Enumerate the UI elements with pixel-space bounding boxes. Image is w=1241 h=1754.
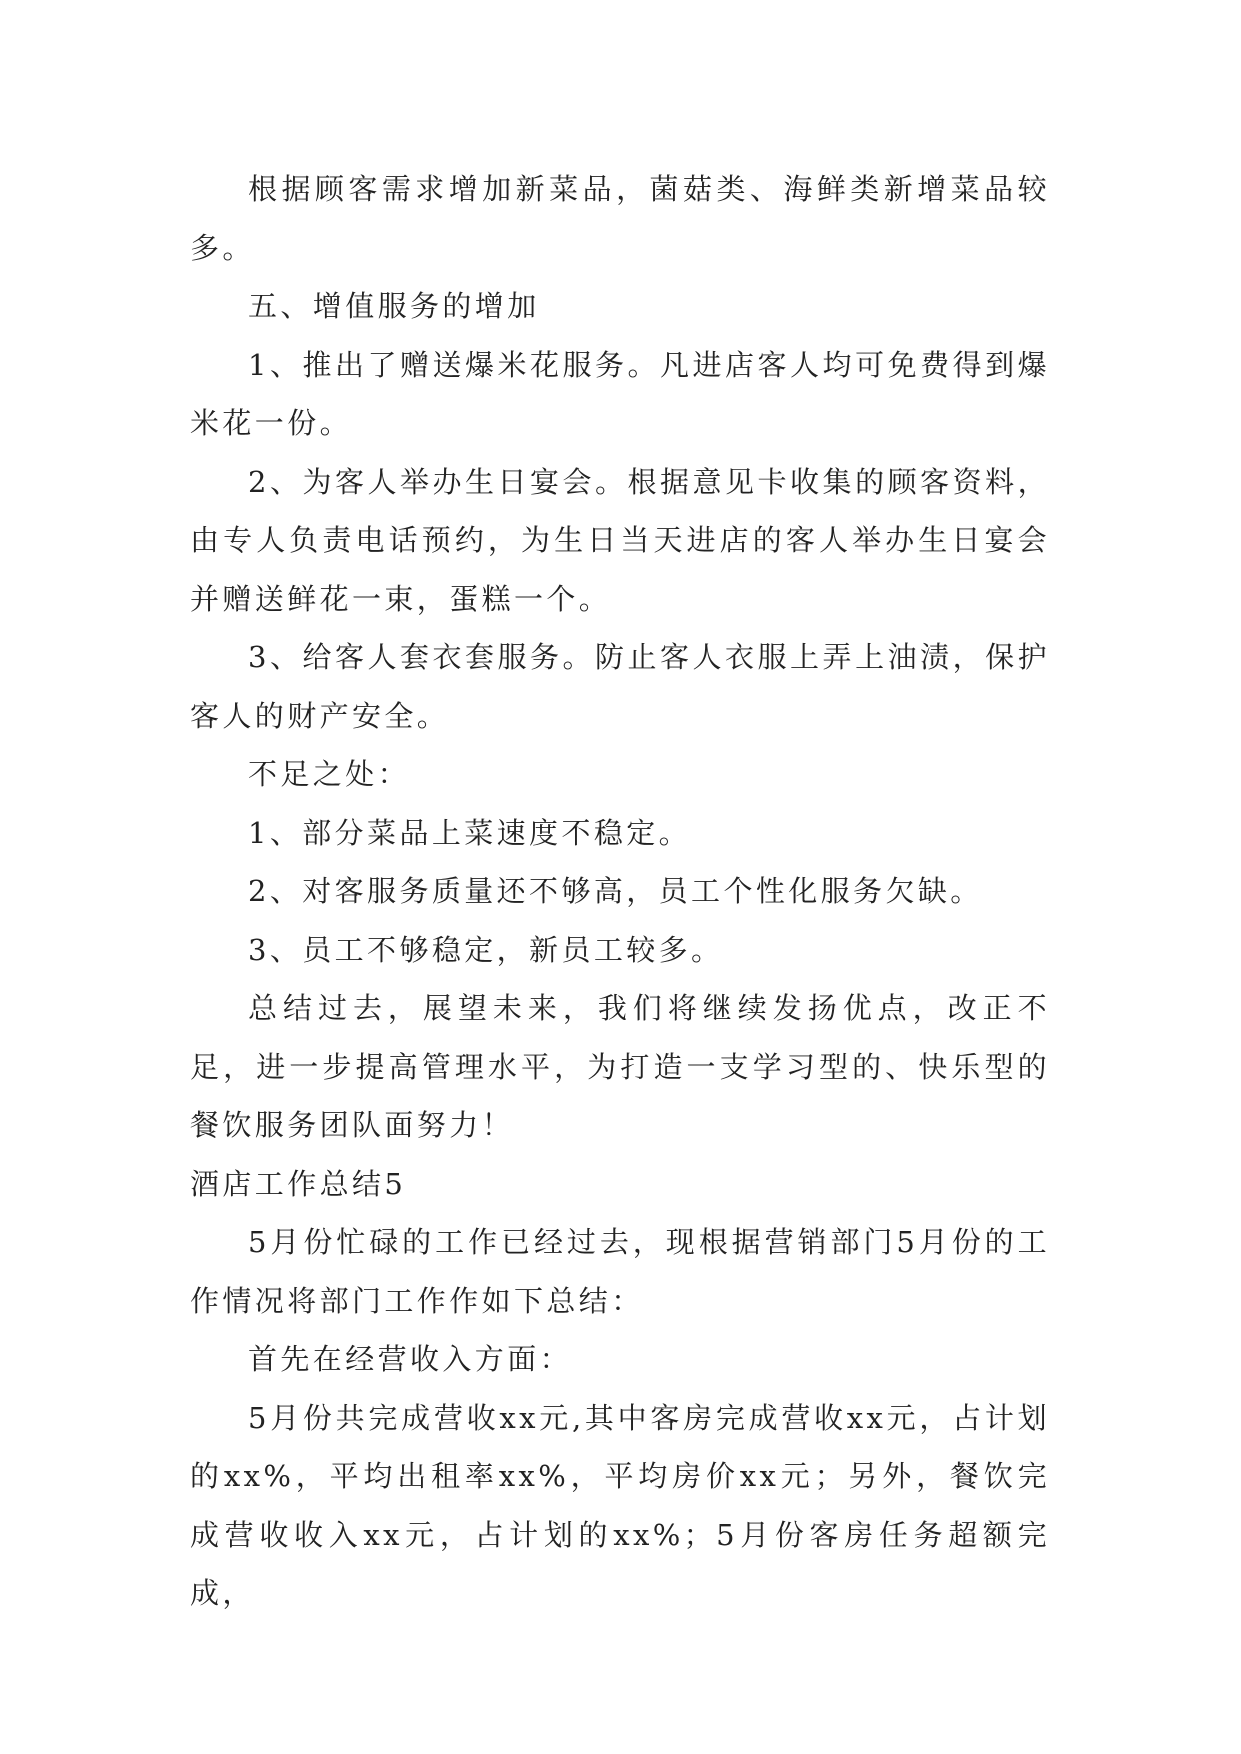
paragraph-may-intro: 5月份忙碌的工作已经过去，现根据营销部门5月份的工作情况将部门工作作如下总结： <box>190 1225 1050 1318</box>
paragraph-revenue-figures: 5月份共完成营收xx元,其中客房完成营收xx元，占计划的xx%，平均出租率xx%，平均房价xx元；另外，餐饮完成营收收入xx元，占计划的xx%；5月份客房任务超额完成， <box>190 1400 1050 1610</box>
paragraph-popcorn-service: 1、推出了赠送爆米花服务。凡进店客人均可免费得到爆米花一份。 <box>190 347 1050 440</box>
document-body <box>190 160 1050 1623</box>
heading-value-added-services: 五、增值服务的增加 <box>248 289 540 323</box>
heading-shortcomings: 不足之处： <box>248 757 411 791</box>
heading-operating-revenue: 首先在经营收入方面： <box>248 1342 573 1376</box>
paragraph-shortcoming-2: 2、对客服务质量还不够高，员工个性化服务欠缺。 <box>248 874 983 908</box>
paragraph-shortcoming-3: 3、员工不够稳定，新员工较多。 <box>248 932 724 967</box>
paragraph-clothing-cover: 3、给客人套衣套服务。防止客人衣服上弄上油渍，保护客人的财产安全。 <box>190 640 1050 733</box>
section-title: 酒店工作总结5 <box>190 1166 407 1201</box>
paragraph-new-dishes: 根据顾客需求增加新菜品，菌菇类、海鲜类新增菜品较多。 <box>190 172 1050 265</box>
paragraph-birthday-party: 2、为客人举办生日宴会。根据意见卡收集的顾客资料，由专人负责电话预约，为生日当天进店的客人举办生日宴会并赠送鲜花一束，蛋糕一个。 <box>190 464 1050 616</box>
paragraph-conclusion: 总结过去，展望未来，我们将继续发扬优点，改正不足，进一步提高管理水平，为打造一支学习型的、快乐型的餐饮服务团队面努力！ <box>190 991 1050 1142</box>
paragraph-shortcoming-1: 1、部分菜品上菜速度不稳定。 <box>248 815 692 850</box>
